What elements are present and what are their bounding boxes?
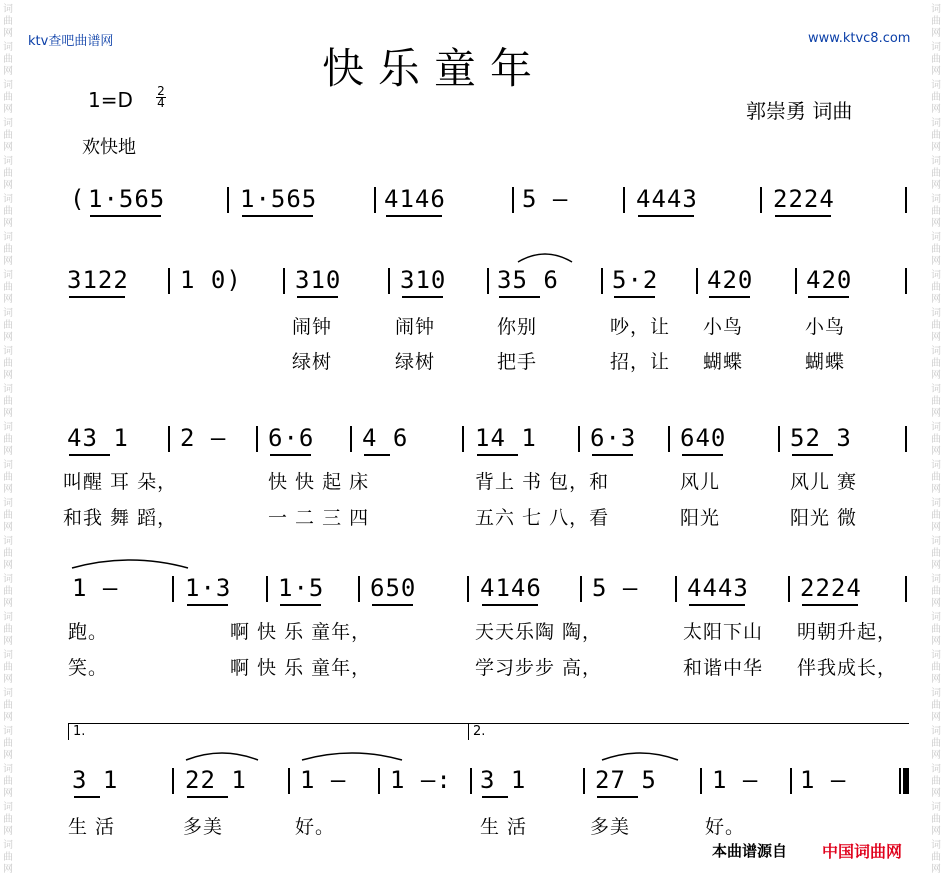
lyric-text: 生 活	[480, 816, 528, 838]
measure-notes: 310	[295, 266, 342, 294]
side-watermark-block: 词 曲 网	[931, 840, 941, 875]
bar-line	[388, 268, 390, 294]
measure-notes: 2224	[773, 185, 835, 213]
side-watermark-block: 词 曲 网	[3, 156, 13, 191]
measure-notes: 14 1	[475, 424, 537, 452]
side-watermark-block: 词 曲 网	[931, 612, 941, 647]
side-watermark-block: 词 曲 网	[931, 194, 941, 229]
slur	[72, 560, 188, 568]
bar-line	[467, 576, 469, 602]
beam-line	[614, 296, 655, 298]
volta-first	[68, 723, 469, 740]
bar-line	[168, 426, 170, 452]
beam-line	[402, 296, 443, 298]
side-watermark-block: 词 曲 网	[3, 726, 13, 761]
lyric-text: 风儿	[680, 471, 721, 493]
volta-second-label: 2.	[473, 724, 486, 739]
beam-line	[597, 796, 638, 798]
side-watermark-block: 词 曲 网	[931, 80, 941, 115]
bar-line	[266, 576, 268, 602]
footer-label: 本曲谱源自	[712, 842, 788, 860]
song-title: 快乐童年	[322, 44, 547, 93]
volta-first-label: 1.	[73, 724, 86, 739]
lyric-text: 多美	[590, 816, 631, 838]
side-watermark-block: 词 曲 网	[931, 802, 941, 837]
beam-line	[682, 454, 723, 456]
beam-line	[808, 296, 849, 298]
footer-site-link[interactable]: 中国词曲网	[822, 842, 903, 861]
beam-line	[280, 604, 321, 606]
beam-line	[775, 215, 831, 217]
beam-line	[242, 215, 313, 217]
slur	[186, 753, 258, 760]
side-watermark-block: 词 曲 网	[931, 270, 941, 305]
lyric-text: 跑。	[68, 621, 109, 643]
measure-notes: 6·3	[590, 424, 637, 452]
final-bar-thick	[904, 768, 909, 794]
bar-line	[905, 268, 907, 294]
slur	[518, 254, 572, 262]
side-watermark-block: 词 曲 网	[931, 726, 941, 761]
measure-notes: 2 –	[180, 424, 227, 452]
notation-row	[0, 423, 944, 453]
side-watermark-block: 词 曲 网	[3, 840, 13, 875]
lyric-text: 和谐中华	[683, 657, 764, 679]
bar-line	[778, 426, 780, 452]
bar-line	[378, 768, 380, 794]
measure-notes: 35 6	[497, 266, 559, 294]
beam-line	[187, 796, 228, 798]
bar-line	[696, 268, 698, 294]
slur	[302, 753, 402, 760]
notation-row	[0, 573, 944, 603]
side-watermark-block: 词 曲 网	[931, 308, 941, 343]
side-watermark-block: 词 曲 网	[3, 194, 13, 229]
lyric-text: 多美	[183, 816, 224, 838]
beam-line	[592, 454, 633, 456]
side-watermark-block: 词 曲 网	[931, 346, 941, 381]
beam-line	[69, 454, 110, 456]
beam-line	[69, 296, 125, 298]
bar-line	[470, 768, 472, 794]
side-watermark-block: 词 曲 网	[3, 536, 13, 571]
measure-notes: 27 5	[595, 766, 657, 794]
lyric-text: 五六 七 八，看	[475, 507, 610, 529]
measure-notes: 22 1	[185, 766, 247, 794]
bar-line	[350, 426, 352, 452]
beam-line	[270, 454, 311, 456]
beam-line	[386, 215, 442, 217]
lyric-text: 快 快 起 床	[268, 471, 370, 493]
side-watermark-block: 词 曲 网	[3, 802, 13, 837]
measure-notes: 43 1	[67, 424, 129, 452]
bar-line	[227, 187, 229, 213]
beam-line	[709, 296, 750, 298]
lyric-text: 学习步步 高，	[475, 657, 603, 679]
side-watermark-block: 词 曲 网	[931, 498, 941, 533]
notation-row	[0, 265, 944, 295]
lyric-text: 小鸟	[703, 316, 744, 338]
side-watermark-block: 词 曲 网	[3, 308, 13, 343]
measure-notes: 5·2	[612, 266, 659, 294]
beam-line	[792, 454, 833, 456]
side-watermark-block: 词 曲 网	[931, 460, 941, 495]
bar-line	[168, 268, 170, 294]
bar-line	[601, 268, 603, 294]
side-watermark-block: 词 曲 网	[3, 764, 13, 799]
bar-line	[700, 768, 702, 794]
notation-row	[0, 765, 944, 795]
side-watermark-block: 词 曲 网	[931, 650, 941, 685]
measure-notes: 420	[707, 266, 754, 294]
measure-notes: 420	[806, 266, 853, 294]
bar-line	[288, 768, 290, 794]
measure-notes: 1 –	[300, 766, 347, 794]
measure-notes: 3 1	[72, 766, 119, 794]
lyric-text: 绿树	[395, 351, 436, 373]
side-watermark-block: 词 曲 网	[3, 384, 13, 419]
measure-notes: 640	[680, 424, 727, 452]
bar-line	[905, 426, 907, 452]
bar-line	[790, 768, 792, 794]
side-watermark-block: 词 曲 网	[931, 574, 941, 609]
measure-notes: (	[70, 185, 86, 213]
side-watermark-block: 词 曲 网	[3, 612, 13, 647]
bar-line	[172, 768, 174, 794]
measure-notes: 650	[370, 574, 417, 602]
beam-line	[802, 604, 858, 606]
measure-notes: 1 –	[72, 574, 119, 602]
beam-line	[482, 604, 538, 606]
side-watermark-block: 词 曲 网	[3, 80, 13, 115]
side-watermark-block: 词 曲 网	[3, 232, 13, 267]
side-watermark-block: 词 曲 网	[931, 156, 941, 191]
side-watermark-block: 词 曲 网	[931, 384, 941, 419]
side-watermark-block: 词 曲 网	[3, 4, 13, 39]
lyric-text: 啊 快 乐 童年，	[230, 621, 372, 643]
lyric-text: 吵，让	[610, 316, 671, 338]
bar-line	[374, 187, 376, 213]
lyric-text: 招，让	[610, 351, 671, 373]
beam-line	[364, 454, 390, 456]
lyric-text: 天天乐陶 陶，	[475, 621, 603, 643]
time-sig-top: 2	[157, 84, 165, 98]
notation-row	[0, 184, 944, 214]
side-watermark-block: 词 曲 网	[931, 42, 941, 77]
side-watermark-block: 词 曲 网	[931, 232, 941, 267]
side-watermark-block: 词 曲 网	[3, 650, 13, 685]
slur	[602, 753, 678, 760]
lyric-text: 蝴蝶	[805, 351, 846, 373]
bar-line	[358, 576, 360, 602]
bar-line	[905, 576, 907, 602]
lyric-text: 和我 舞 蹈，	[63, 507, 178, 529]
measure-notes: 5 –	[522, 185, 569, 213]
side-watermark-block: 词 曲 网	[3, 118, 13, 153]
lyric-text: 蝴蝶	[703, 351, 744, 373]
bar-line	[623, 187, 625, 213]
credits: 郭崇勇 词曲	[746, 99, 853, 123]
side-watermark-block: 词 曲 网	[3, 422, 13, 457]
final-bar-thin	[899, 768, 901, 794]
measure-notes: 5 –	[592, 574, 639, 602]
side-watermark-block: 词 曲 网	[3, 42, 13, 77]
beam-line	[482, 796, 508, 798]
lyric-text: 把手	[497, 351, 538, 373]
lyric-text: 闹钟	[395, 316, 436, 338]
measure-notes: 4 6	[362, 424, 409, 452]
lyric-text: 好。	[295, 816, 336, 838]
bar-line	[905, 187, 907, 213]
key-signature: 1=D	[88, 88, 133, 112]
lyric-text: 啊 快 乐 童年，	[230, 657, 372, 679]
measure-notes: 4146	[480, 574, 542, 602]
bar-line	[675, 576, 677, 602]
beam-line	[689, 604, 745, 606]
bar-line	[795, 268, 797, 294]
side-watermark-block: 词 曲 网	[3, 346, 13, 381]
side-watermark-block: 词 曲 网	[931, 688, 941, 723]
bar-line	[512, 187, 514, 213]
lyric-text: 笑。	[68, 657, 109, 679]
beam-line	[638, 215, 694, 217]
measure-notes: 4443	[636, 185, 698, 213]
beam-line	[74, 796, 100, 798]
measure-notes: 3 1	[480, 766, 527, 794]
measure-notes: 1·565	[240, 185, 318, 213]
bar-line	[788, 576, 790, 602]
watermark-right[interactable]: www.ktvc8.com	[808, 31, 911, 46]
measure-notes: 52 3	[790, 424, 852, 452]
side-watermark-block: 词 曲 网	[3, 574, 13, 609]
lyric-text: 阳光	[680, 507, 721, 529]
measure-notes: 1 –:	[390, 766, 452, 794]
bar-line	[283, 268, 285, 294]
beam-line	[187, 604, 228, 606]
bar-line	[583, 768, 585, 794]
bar-line	[580, 576, 582, 602]
lyric-text: 你别	[497, 316, 538, 338]
beam-line	[477, 454, 518, 456]
side-watermark-block: 词 曲 网	[931, 764, 941, 799]
measure-notes: 1·565	[88, 185, 166, 213]
measure-notes: 1 –	[800, 766, 847, 794]
bar-line	[668, 426, 670, 452]
lyric-text: 闹钟	[292, 316, 333, 338]
lyric-text: 绿树	[292, 351, 333, 373]
bar-line	[462, 426, 464, 452]
beam-line	[297, 296, 338, 298]
time-sig-bottom: 4	[157, 96, 165, 110]
measure-notes: 310	[400, 266, 447, 294]
measure-notes: 1·3	[185, 574, 232, 602]
beam-line	[499, 296, 540, 298]
beam-line	[372, 604, 413, 606]
side-watermark-block: 词 曲 网	[3, 460, 13, 495]
bar-line	[172, 576, 174, 602]
measure-notes: 4443	[687, 574, 749, 602]
side-watermark-block: 词 曲 网	[3, 498, 13, 533]
beam-line	[90, 215, 161, 217]
lyric-text: 风儿 赛	[790, 471, 858, 493]
side-watermark-block: 词 曲 网	[931, 118, 941, 153]
measure-notes: 1 0)	[180, 266, 242, 294]
side-watermark-block: 词 曲 网	[931, 536, 941, 571]
lyric-text: 生 活	[68, 816, 116, 838]
lyric-text: 小鸟	[805, 316, 846, 338]
volta-second	[468, 723, 909, 740]
measure-notes: 2224	[800, 574, 862, 602]
measure-notes: 1 –	[712, 766, 759, 794]
lyric-text: 阳光 微	[790, 507, 858, 529]
tempo-marking: 欢快地	[82, 137, 136, 158]
lyric-text: 一 二 三 四	[268, 507, 370, 529]
measure-notes: 6·6	[268, 424, 315, 452]
bar-line	[578, 426, 580, 452]
lyric-text: 好。	[705, 816, 746, 838]
side-watermark-block: 词 曲 网	[3, 688, 13, 723]
side-watermark-block: 词 曲 网	[931, 4, 941, 39]
measure-notes: 4146	[384, 185, 446, 213]
bar-line	[760, 187, 762, 213]
measure-notes: 3122	[67, 266, 129, 294]
watermark-left[interactable]: ktv查吧曲谱网	[28, 34, 114, 49]
measure-notes: 1·5	[278, 574, 325, 602]
bar-line	[256, 426, 258, 452]
time-signature	[156, 86, 166, 109]
side-watermark-block: 词 曲 网	[3, 270, 13, 305]
lyric-text: 叫醒 耳 朵，	[63, 471, 178, 493]
lyric-text: 伴我成长，	[797, 657, 898, 679]
lyric-text: 明朝升起，	[797, 621, 898, 643]
side-watermark-block: 词 曲 网	[931, 422, 941, 457]
lyric-text: 背上 书 包，和	[475, 471, 610, 493]
bar-line	[487, 268, 489, 294]
lyric-text: 太阳下山	[683, 621, 764, 643]
